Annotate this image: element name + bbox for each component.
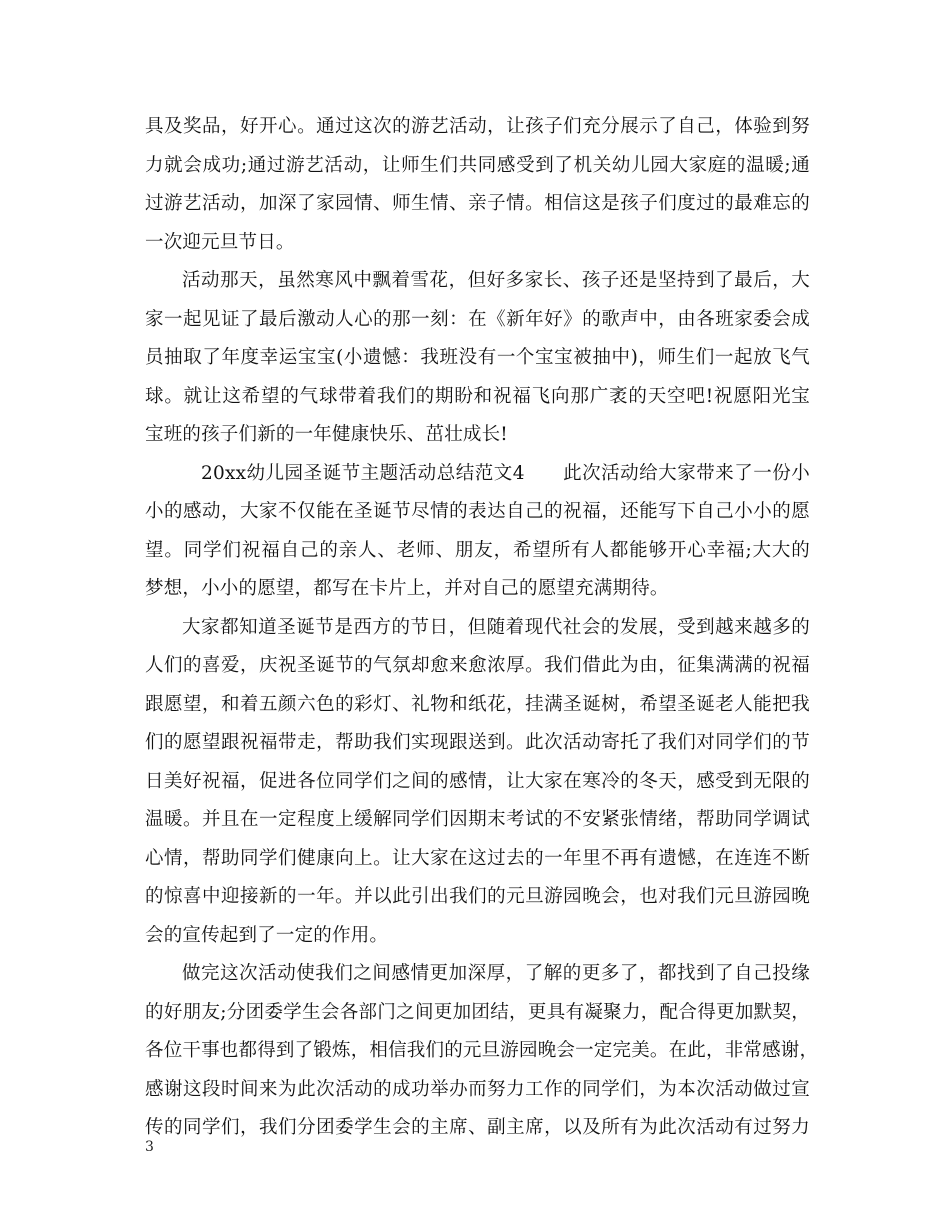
text-line: 做完这次活动使我们之间感情更加深厚，了解的更多了，都找到了自己投缘	[182, 963, 810, 984]
text-line: 的惊喜中迎接新的一年。并以此引出我们的元旦游园晚会，也对我们元旦游园晚	[145, 886, 810, 907]
section-heading-line: 20xx幼儿园圣诞节主题活动总结范文4 此次活动给大家带来了一份小	[201, 462, 810, 484]
text-line: 过游艺活动，加深了家园情、师生情、亲子情。相信这是孩子们度过的最难忘的	[145, 193, 810, 214]
text-line: 会的宣传起到了一定的作用。	[145, 924, 389, 946]
text-line: 具及奖品，好开心。通过这次的游艺活动，让孩子们充分展示了自己，体验到努	[145, 116, 810, 137]
text-line: 们的愿望跟祝福带走，帮助我们实现跟送到。此次活动寄托了我们对同学们的节	[145, 732, 810, 753]
text-line: 温暖。并且在一定程度上缓解同学们因期末考试的不安紧张情绪，帮助同学调试	[145, 809, 810, 830]
text-line: 感谢这段时间来为此次活动的成功举办而努力工作的同学们，为本次活动做过宣	[145, 1078, 810, 1100]
text-line: 的好朋友;分团委学生会各部门之间更加团结，更具有凝聚力，配合得更加默契，	[145, 1001, 810, 1023]
text-line: 家一起见证了最后激动人心的那一刻：在《新年好》的歌声中，由各班家委会成	[145, 308, 810, 330]
text-line: 日美好祝福，促进各位同学们之间的感情，让大家在寒冷的冬天，感受到无限的	[145, 770, 810, 792]
text-line: 宝班的孩子们新的一年健康快乐、茁壮成长!	[145, 424, 508, 445]
text-line: 跟愿望，和着五颜六色的彩灯、礼物和纸花，挂满圣诞树，希望圣诞老人能把我	[145, 693, 810, 715]
text-line: 员抽取了年度幸运宝宝(小遗憾：我班没有一个宝宝被抽中)，师生们一起放飞气	[145, 347, 810, 368]
text-line: 各位干事也都得到了锻炼，相信我们的元旦游园晚会一定完美。在此，非常感谢，	[145, 1040, 819, 1061]
text-line: 大家都知道圣诞节是西方的节日，但随着现代社会的发展，受到越来越多的	[182, 616, 810, 638]
text-line: 梦想，小小的愿望，都写在卡片上，并对自己的愿望充满期待。	[145, 578, 669, 599]
text-line: 活动那天，虽然寒风中飘着雪花，但好多家长、孩子还是坚持到了最后，大	[182, 270, 810, 291]
document-body	[145, 108, 819, 1148]
page-number: 3	[145, 1139, 154, 1155]
text-line: 传的同学们，我们分团委学生会的主席、副主席，以及所有为此次活动有过努力	[145, 1117, 810, 1138]
text-line: 小的感动，大家不仅能在圣诞节尽情的表达自己的祝福，还能写下自己小小的愿	[145, 501, 810, 522]
text-line: 人们的喜爱，庆祝圣诞节的气氛却愈来愈浓厚。我们借此为由，征集满满的祝福	[145, 655, 810, 676]
text-line: 球。就让这希望的气球带着我们的期盼和祝福飞向那广袤的天空吧!祝愿阳光宝	[145, 385, 810, 407]
text-line: 力就会成功;通过游艺活动，让师生们共同感受到了机关幼儿园大家庭的温暖;通	[145, 154, 810, 176]
text-line: 心情，帮助同学们健康向上。让大家在这过去的一年里不再有遗憾，在连连不断	[145, 847, 810, 869]
text-line: 一次迎元旦节日。	[145, 231, 295, 253]
text-line: 望。同学们祝福自己的亲人、老师、朋友，希望所有人都能够开心幸福;大大的	[145, 539, 810, 561]
